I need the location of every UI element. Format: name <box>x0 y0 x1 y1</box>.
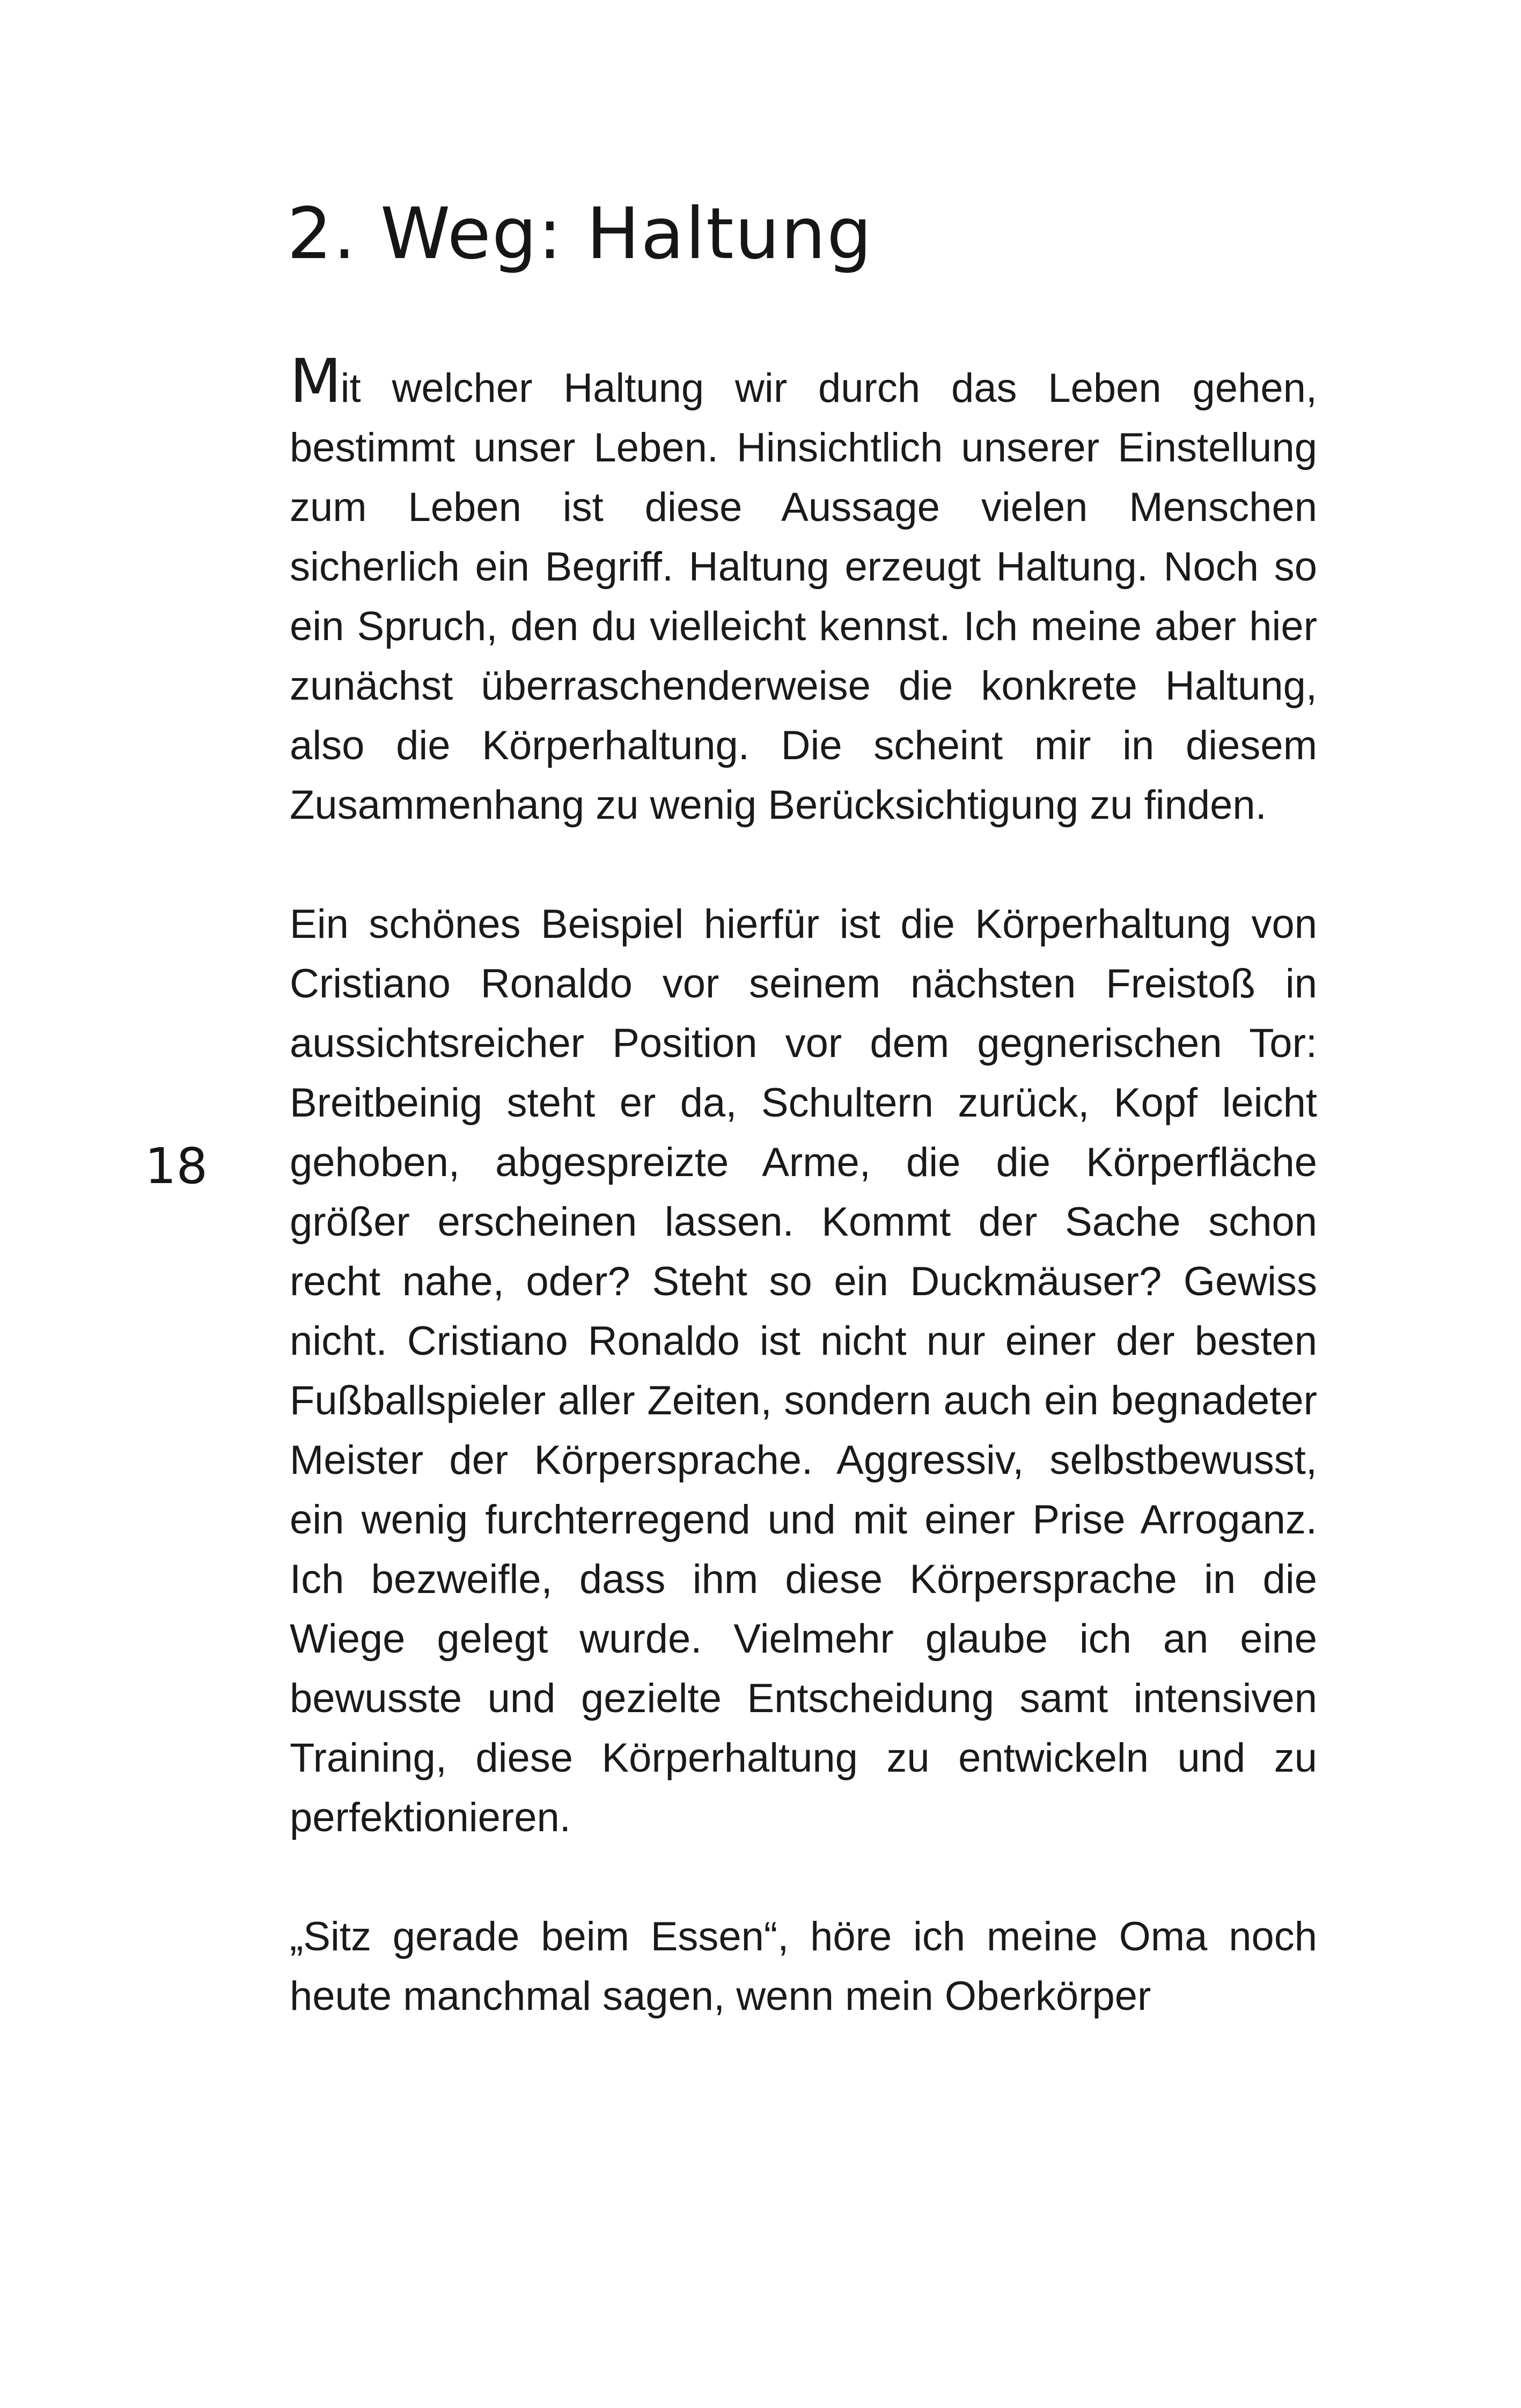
paragraph-intro-text: it welcher Haltung wir durch das Leben gehen, bestimmt unser Leben. Hinsichtlich unserer Einstellung zum Leben ist diese Aussage vielen Menschen sicherlich ein Begriff. Haltung erzeugt Haltung. Noch so ein Spruch, den du vielleicht kennst. Ich meine aber hier zunächst überraschenderweise die konkrete Haltung, also die Körperhaltung. Die scheint mir in diesem Zusammenhang zu wenig Berücksichtigung zu finden. <box>290 365 1317 828</box>
paragraph-oma: „Sitz gerade beim Essen“, höre ich meine Oma noch heute manchmal sagen, wenn mein Oberkörper <box>290 1914 1317 2019</box>
chapter-title: 2. Weg: Haltung <box>287 193 873 275</box>
paragraph-ronaldo: Ein schönes Beispiel hierfür ist die Körperhaltung von Cristiano Ronaldo vor seinem nächsten Freistoß in aussichtsreicher Position vor dem gegnerischen Tor: Breitbeinig steht er da, Schultern zurück, Kopf leicht gehoben, abgespreizte Arme, die die Körperfläche größer erscheinen lassen. Kommt der Sache schon recht nahe, oder? Steht so ein Duckmäuser? Gewiss nicht. Cristiano Ronaldo ist nicht nur einer der besten Fußballspieler aller Zeiten, sondern auch ein begnadeter Meister der Körpersprache. Aggressiv, selbstbewusst, ein wenig furchterregend und mit einer Prise Arroganz. Ich bezweifle, dass ihm diese Körpersprache in die Wiege gelegt wurde. Vielmehr glaube ich an eine bewusste und gezielte Entscheidung samt intensiven Training, diese Körperhaltung zu entwickeln und zu perfektionieren. <box>290 901 1317 1840</box>
paragraph-intro <box>290 347 1317 835</box>
drop-initial: M <box>290 347 341 416</box>
body-text <box>290 347 1317 2026</box>
page-number: 18 <box>145 1137 208 1195</box>
